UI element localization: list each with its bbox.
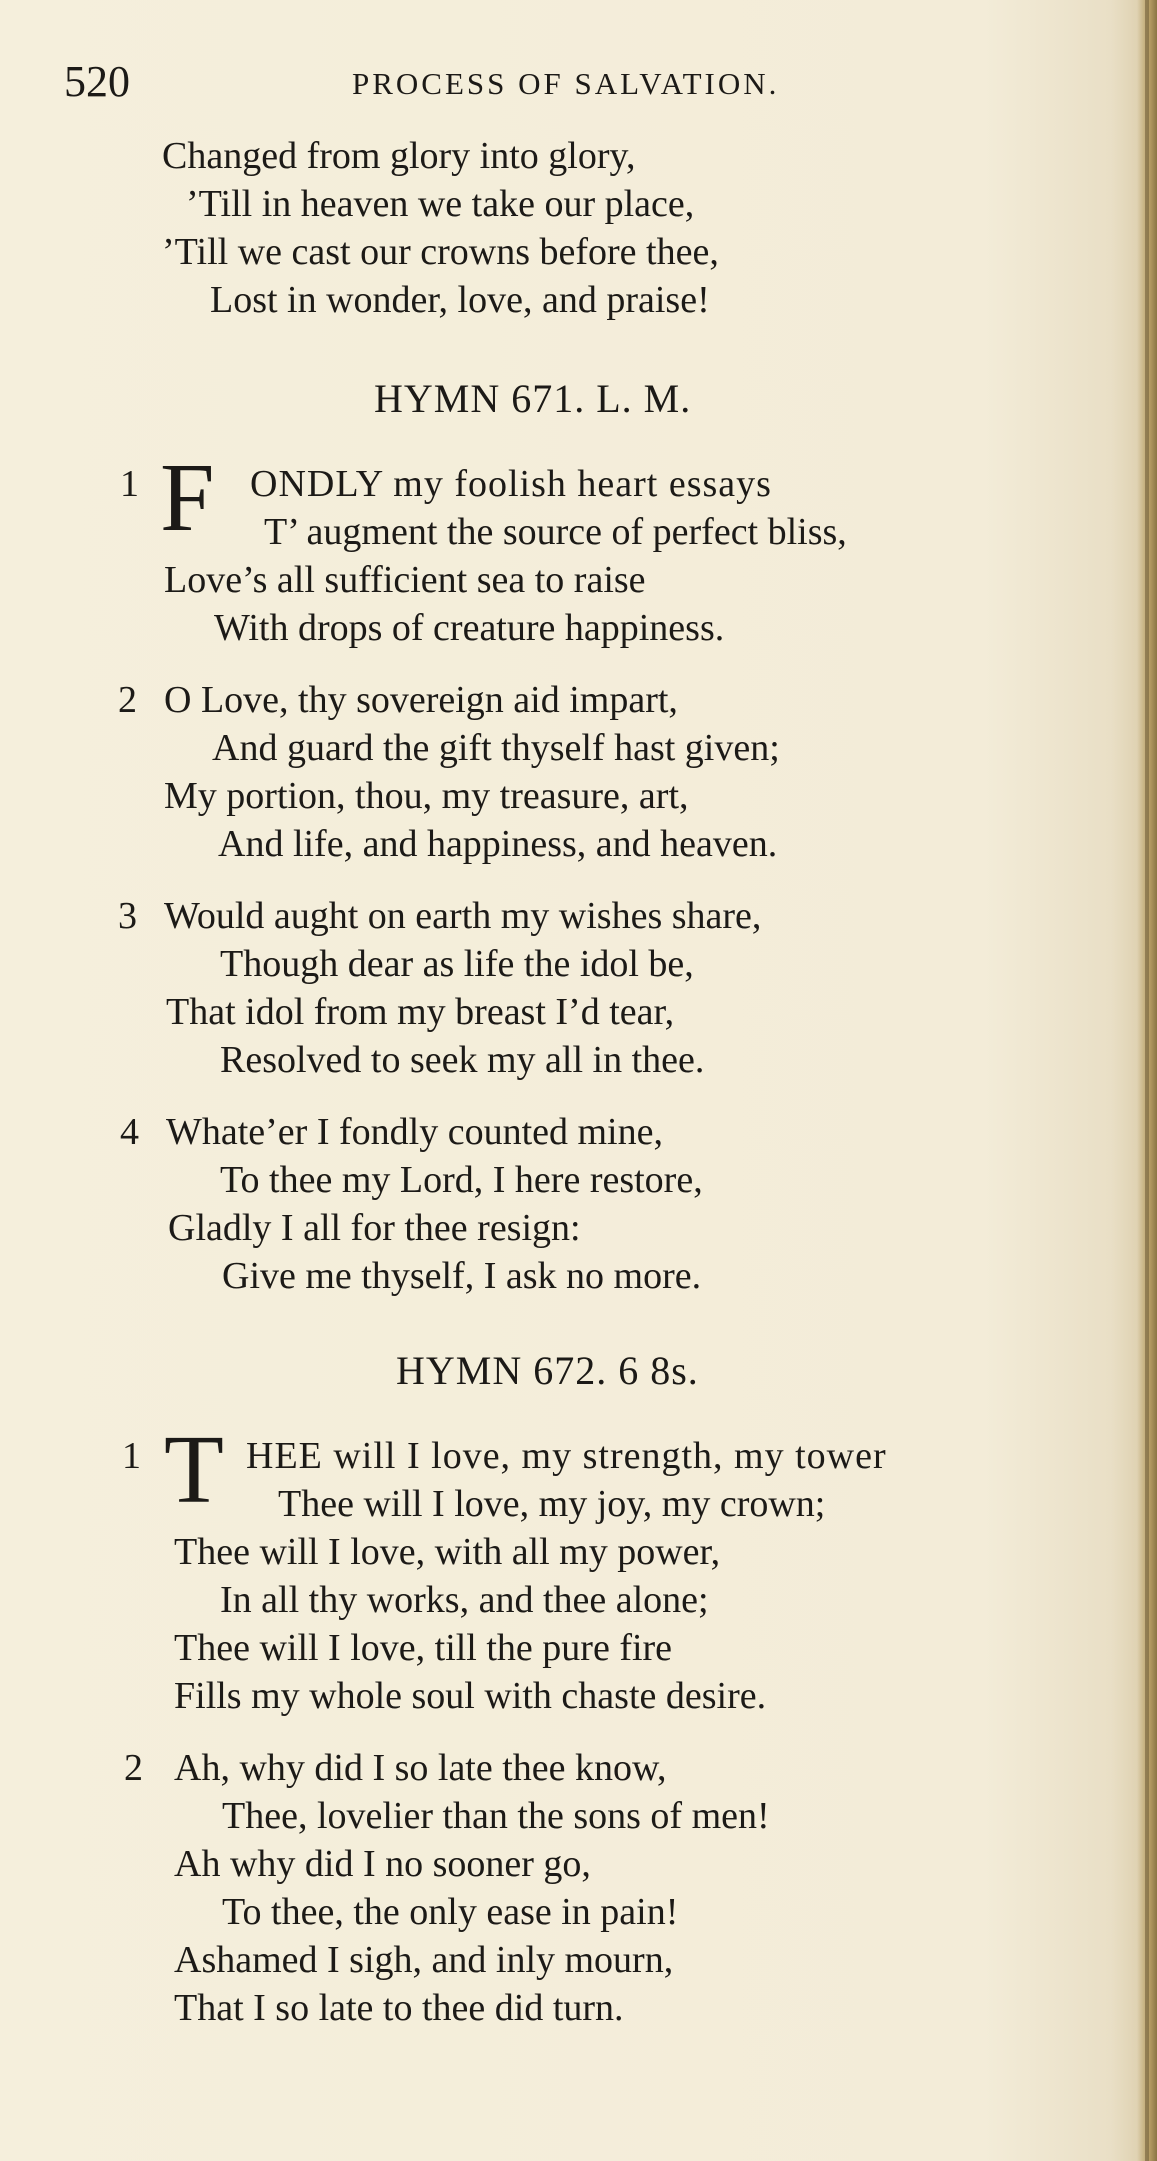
verse-line: Thee, lovelier than the sons of men!	[222, 1795, 770, 1837]
verse-line: Thee will I love, my joy, my crown;	[278, 1483, 826, 1525]
verse-line: To thee, the only ease in pain!	[222, 1891, 679, 1933]
page-number: 520	[64, 57, 130, 106]
verse-line: That I so late to thee did turn.	[174, 1987, 624, 2029]
verse-line: Give me thyself, I ask no more.	[222, 1255, 702, 1297]
verse-line: Thee will I love, till the pure fire	[174, 1627, 673, 1669]
drop-cap: T	[164, 1416, 224, 1524]
verse-line: Fills my whole soul with chaste desire.	[174, 1675, 767, 1717]
stanza-line: ’Till we cast our crowns before thee,	[162, 231, 719, 273]
verse-line: With drops of creature happiness.	[214, 607, 725, 649]
verse-line: Ashamed I sigh, and inly mourn,	[174, 1939, 674, 1981]
verse-line: T’ augment the source of perfect bliss,	[264, 511, 847, 553]
verse-line: O Love, thy sovereign aid impart,	[164, 679, 678, 721]
verse-line: Whate’er I fondly counted mine,	[166, 1111, 663, 1153]
drop-cap: F	[160, 444, 215, 552]
verse-line: Thee will I love, with all my power,	[174, 1531, 721, 1573]
verse-line: Love’s all sufficient sea to raise	[164, 559, 646, 601]
verse-line: Ah, why did I so late thee know,	[174, 1747, 667, 1789]
page-header	[0, 52, 1157, 112]
verse-number: 3	[118, 895, 137, 937]
verse-line: That idol from my breast I’d tear,	[166, 991, 675, 1033]
verse-line: Would aught on earth my wishes share,	[164, 895, 762, 937]
verse-line: Gladly I all for thee resign:	[168, 1207, 581, 1249]
hymn-671-title: HYMN 671. L. M.	[374, 376, 692, 421]
verse-line: Ah why did I no sooner go,	[174, 1843, 591, 1885]
binding-shadow	[1145, 0, 1149, 2161]
verse-line: My portion, thou, my treasure, art,	[164, 775, 689, 817]
verse-line: To thee my Lord, I here restore,	[220, 1159, 703, 1201]
verse-line: Resolved to seek my all in thee.	[220, 1039, 705, 1081]
verse-line: ONDLY my foolish heart essays	[250, 463, 772, 505]
verse-number: 2	[124, 1747, 143, 1789]
stanza-line: Lost in wonder, love, and praise!	[210, 279, 710, 321]
verse-number: 1	[120, 463, 139, 505]
verse-line: In all thy works, and thee alone;	[220, 1579, 709, 1621]
verse-line: HEE will I love, my strength, my tower	[246, 1435, 887, 1477]
verse-line: Though dear as life the idol be,	[220, 943, 694, 985]
hymn-672-title: HYMN 672. 6 8s.	[396, 1348, 699, 1393]
verse-number: 2	[118, 679, 137, 721]
verse-number: 4	[120, 1111, 139, 1153]
verse-number: 1	[122, 1435, 141, 1477]
verse-line: And guard the gift thyself hast given;	[212, 727, 780, 769]
stanza-line: ’Till in heaven we take our place,	[186, 183, 695, 225]
stanza-line: Changed from glory into glory,	[162, 135, 636, 177]
running-head: PROCESS OF SALVATION.	[352, 66, 780, 101]
verse-line: And life, and happiness, and heaven.	[218, 823, 778, 865]
